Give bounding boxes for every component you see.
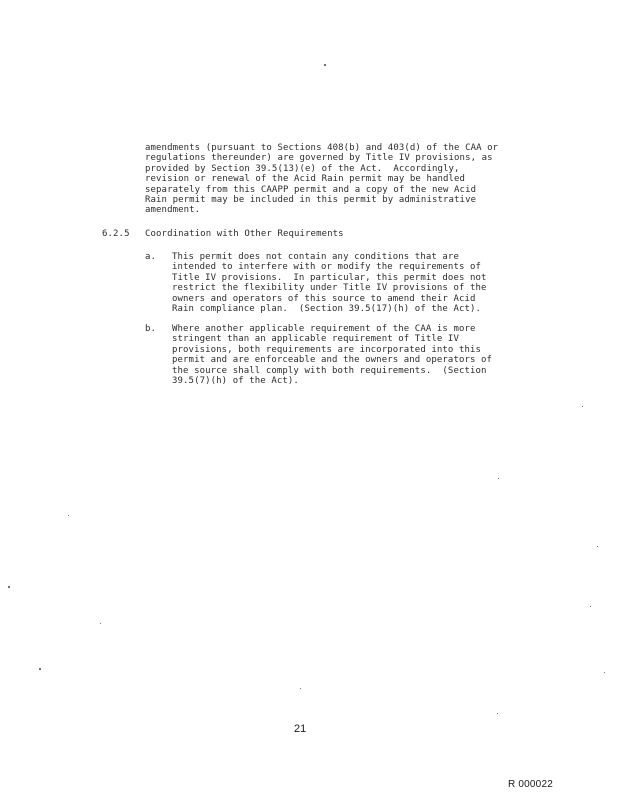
list-item-a-text: This permit does not contain any conditions that are intended to interfere with or modify the requirements of Title IV provisions. In particular, this permit does not restrict the flexibility under Title IV provisions of the owners and operators of this source to amend their Acid Rain compliance plan. (Section 39.5(17)(h) of the Act). xyxy=(172,252,487,315)
scan-speck xyxy=(590,606,591,607)
page-number: 21 xyxy=(294,723,307,735)
scan-speck xyxy=(324,64,326,66)
scan-speck xyxy=(8,586,10,588)
section-number: 6.2.5 xyxy=(102,229,130,239)
continued-paragraph: amendments (pursuant to Sections 408(b) and 403(d) of the CAA or regulations thereunder) are governed by Title IV provisions, as provided by Section 39.5(13)(e) of the Act. Accordingly, revision or renewal of the Acid Rain permit may be handled separately from this CAAPP permit and a copy of the new Acid Rain permit may be included in this permit by administrative amendment. xyxy=(145,143,499,216)
list-item-b-text: Where another applicable requirement of the CAA is more stringent than an applicable requirement of Title IV provisions, both requirements are incorporated into this permit and are enforceable and the owners and operators of the source shall comply with both requirements. (Section 39.5(7)(h) of the Act). xyxy=(172,324,493,387)
list-item-marker-b: b. xyxy=(145,324,157,334)
scan-speck xyxy=(300,688,301,689)
scan-speck xyxy=(100,623,101,624)
scan-speck xyxy=(582,406,583,407)
section-heading: Coordination with Other Requirements xyxy=(145,229,344,239)
scan-speck xyxy=(497,713,498,714)
list-item-marker-a: a. xyxy=(145,252,157,262)
scan-speck xyxy=(604,672,605,673)
scan-speck xyxy=(597,546,598,547)
scan-speck xyxy=(68,515,69,516)
scan-speck xyxy=(39,668,41,670)
bates-number: R 000022 xyxy=(508,779,553,790)
scan-speck xyxy=(498,478,499,479)
